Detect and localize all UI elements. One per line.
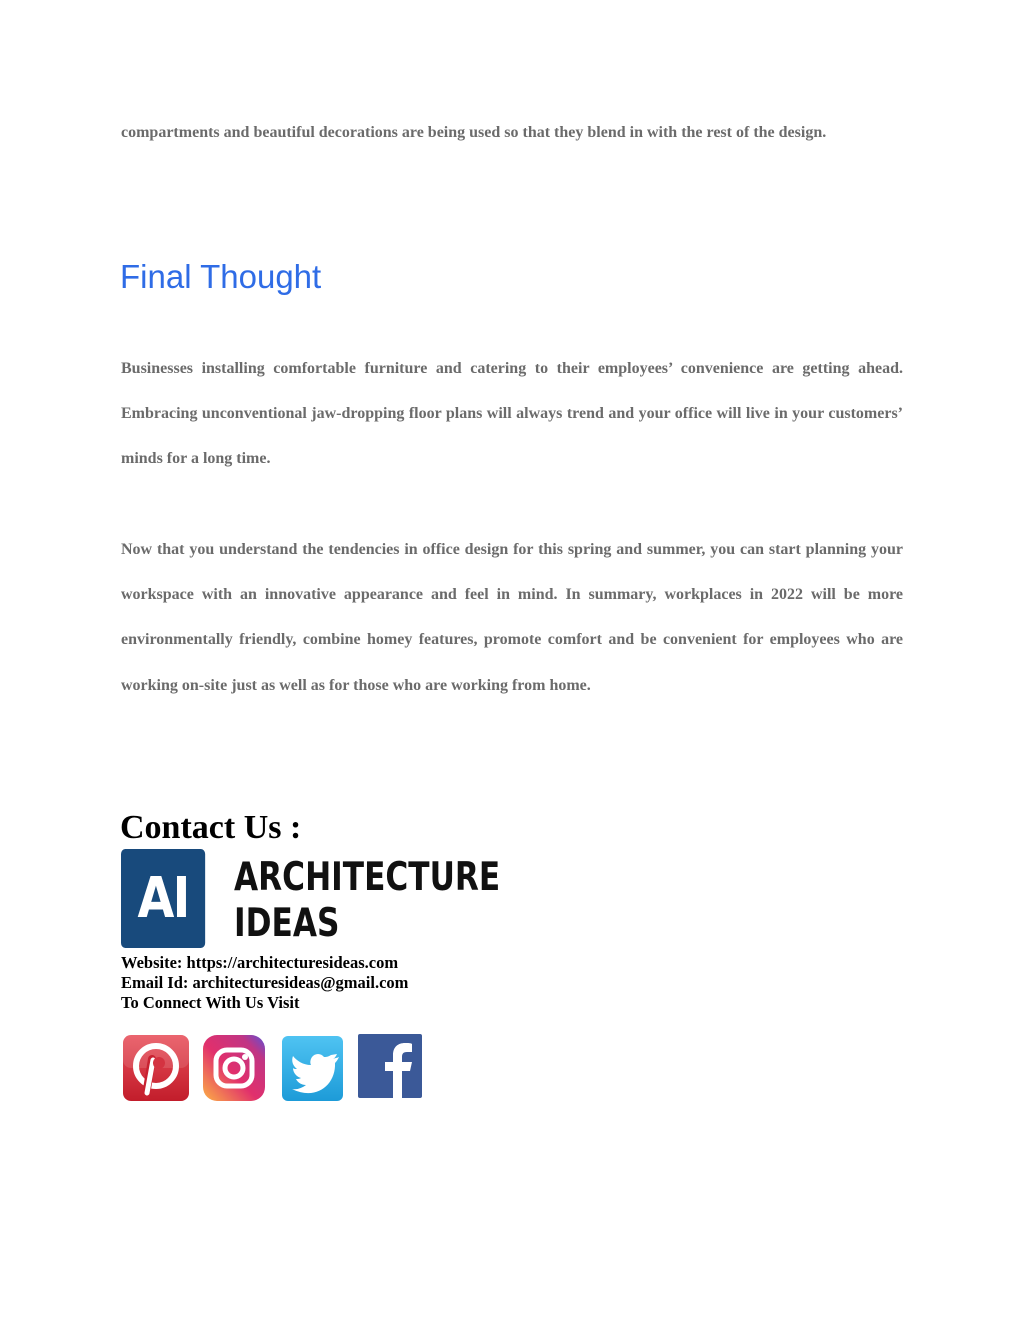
email-line[interactable]: Email Id: architecturesideas@gmail.com xyxy=(121,973,409,992)
final-thought-heading: Final Thought xyxy=(120,258,322,295)
contact-details xyxy=(121,953,408,1013)
facebook-icon[interactable] xyxy=(358,1033,422,1103)
website-line[interactable]: Website: https://architecturesideas.com xyxy=(121,953,399,972)
intro-paragraph: compartments and beautiful decorations are being used so that they blend in with the rest of the design. xyxy=(121,124,827,141)
logo-initials-box: AI xyxy=(121,849,205,948)
connect-line: To Connect With Us Visit xyxy=(121,993,300,1012)
instagram-icon[interactable] xyxy=(202,1033,266,1103)
final-thought-paragraph-1: Businesses installing comfortable furniture and catering to their employees’ convenience are getting ahead. Embracing unconventional jaw-dropping floor plans will always trend and your office will live in your customers’ minds for a long time. xyxy=(121,360,903,468)
logo-line-2: IDEAS xyxy=(234,901,340,946)
contact-us-heading: Contact Us : xyxy=(120,809,302,846)
logo-line-1: ARCHITECTURE xyxy=(234,855,501,900)
twitter-icon[interactable] xyxy=(281,1033,344,1103)
final-thought-paragraph-2: Now that you understand the tendencies in office design for this spring and summer, you can start planning your workspace with an innovative appearance and feel in mind. In summary, workplaces in 2022 will be more environmentally friendly, combine homey features, promote comfort and be convenient for employees who are working on-site just as well as for those who are working from home. xyxy=(121,541,903,694)
architecture-ideas-logo xyxy=(121,849,501,949)
logo-wordmark xyxy=(234,855,500,947)
pinterest-icon[interactable] xyxy=(122,1033,190,1103)
